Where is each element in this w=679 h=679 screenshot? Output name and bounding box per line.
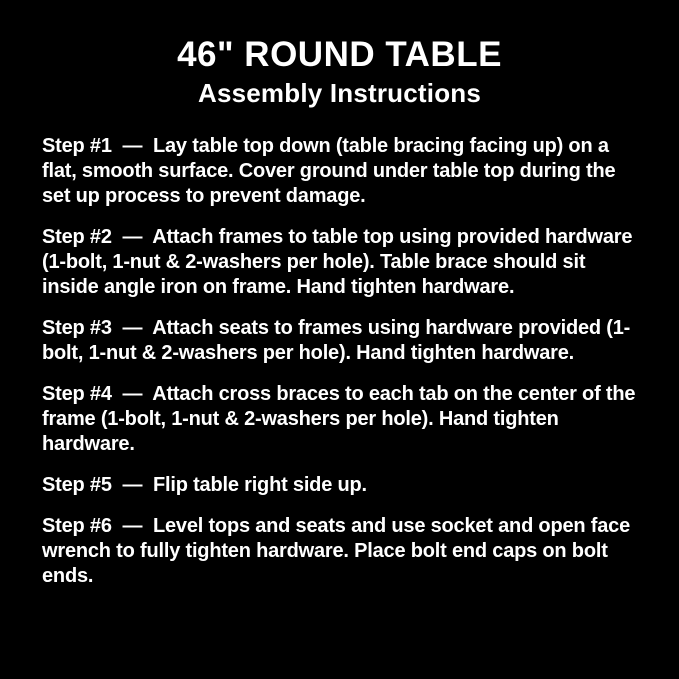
page-subtitle: Assembly Instructions xyxy=(197,77,482,108)
steps-list xyxy=(42,134,645,589)
step-paragraph-1: Step #1 — Lay table top down (table bracing facing up) on a flat, smooth surface. Cover ground under table top during the set up process to prevent damage. xyxy=(42,135,621,208)
step-paragraph-5: Step #5 — Flip table right side up. xyxy=(42,474,367,497)
step-paragraph-4: Step #4 — Attach cross braces to each tab on the center of the frame (1-bolt, 1-nut & 2-washers per hole). Hand tighten hardware. xyxy=(42,383,641,456)
step-paragraph-3: Step #3 — Attach seats to frames using hardware provided (1-bolt, 1-nut & 2-washers per hole). Hand tighten hardware. xyxy=(42,317,631,365)
step-paragraph-2: Step #2 — Attach frames to table top using provided hardware (1-bolt, 1-nut & 2-washers per hole). Table brace should sit inside angle iron on frame. Hand tighten hardware. xyxy=(42,226,638,299)
page-title: 46" ROUND TABLE xyxy=(177,35,502,74)
step-paragraph-6: Step #6 — Level tops and seats and use socket and open face wrench to fully tighten hardware. Place bolt end caps on bolt ends. xyxy=(42,515,636,588)
